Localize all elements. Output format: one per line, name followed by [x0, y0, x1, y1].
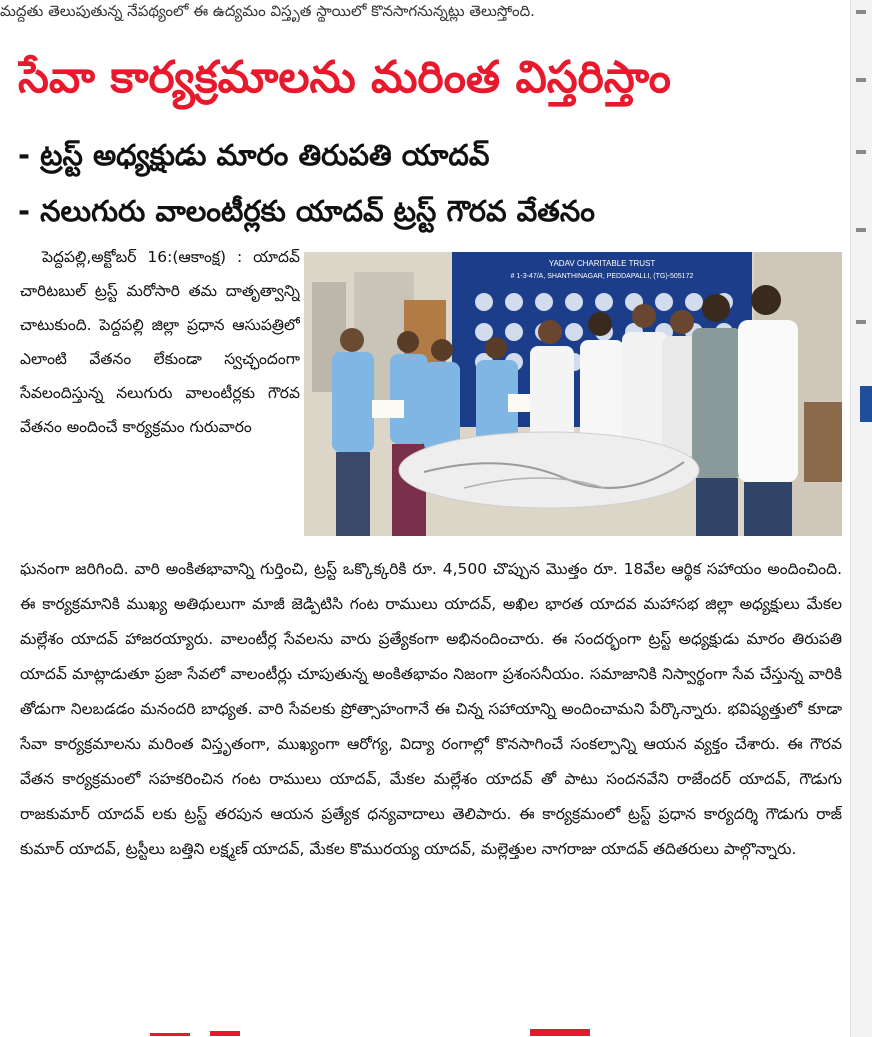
previous-article-last-line: మద్దతు తెలుపుతున్న నేపథ్యంలో ఈ ఉద్యమం విస్తృత స్థాయిలో కొనసాగనున్నట్లు తెలుస్తోంది.: [0, 2, 535, 20]
next-headline-fragment: [150, 1024, 630, 1036]
gutter-accent: [860, 386, 872, 422]
article-intro-column: [20, 240, 300, 552]
next-column-edge: [850, 0, 872, 1037]
group-photo-illustration: [304, 252, 842, 536]
gutter-fragment: [856, 10, 866, 14]
gutter-fragment: [856, 78, 866, 82]
news-photo: [304, 252, 842, 536]
subheadline-1: - ట్రస్ట్ అధ్యక్షుడు మారం తిరుపతి యాదవ్: [18, 138, 490, 172]
headline: సేవా కార్యక్రమాలను మరింత విస్తరిస్తాం: [18, 52, 671, 103]
article-intro-text: పెద్దపల్లి,అక్టోబర్ 16:(ఆకాంక్ష) : యాదవ్ చారిటబుల్ ట్రస్ట్ మరోసారి తమ దాతృత్వాన్ని చాటుకుంది. పెద్దపల్లి జిల్లా ప్రధాన ఆసుపత్రిలో ఎలాంటి వేతనం లేకుండా స్వచ్ఛందంగా సేవలందిస్తున్న నలుగురు వాలంటీర్లకు గౌరవ వేతనం అందించే కార్యక్రమం గురువారం: [20, 248, 300, 436]
subheadline-2: - నలుగురు వాలంటీర్లకు యాదవ్ ట్రస్ట్ గౌరవ వేతనం: [18, 194, 595, 228]
article-body: ఘనంగా జరిగింది. వారి అంకితభావాన్ని గుర్తించి, ట్రస్ట్ ఒక్కొక్కరికి రూ. 4,500 చొప్పున మొత్తం రూ. 18వేల ఆర్థిక సహాయం అందించింది. ఈ కార్యక్రమానికి ముఖ్య అతిథులుగా మాజీ జెడ్పిటిసి గంట రాములు యాదవ్, అఖిల భారత యాదవ మహాసభ జిల్లా అధ్యక్షులు మేకల మల్లేశం యాదవ్ హాజరయ్యారు. వాలంటీర్ల సేవలను వారు ప్రత్యేకంగా అభినందించారు. ఈ సందర్భంగా ట్రస్ట్ అధ్యక్షుడు మారం తిరుపతి యాదవ్ మాట్లాడుతూ ప్రజా సేవలో వాలంటీర్లు చూపుతున్న అంకితభావం నిజంగా ప్రశంసనీయం. సమాజానికి నిస్వార్థంగా సేవ చేస్తున్న వారికి తోడుగా నిలబడడం మనందరి బాధ్యత. వారి సేవలకు ప్రోత్సాహంగానే ఈ చిన్న సహాయాన్ని అందించామని పేర్కొన్నారు. భవిష్యత్తులో కూడా సేవా కార్యక్రమాలను మరింత విస్తృతంగా, ముఖ్యంగా ఆరోగ్య, విద్యా రంగాల్లో కొనసాగించే సంకల్పాన్ని ఆయన వ్యక్తం చేశారు. ఈ గౌరవ వేతన కార్యక్రమంలో సహకరించిన గంట రాములు యాదవ్, మేకల మల్లేశం యాదవ్ తో పాటు సందనవేని రాజేందర్ యాదవ్, గౌడుగు రాజకుమార్ యాదవ్ లకు ట్రస్ట్ తరపున ఆయన ప్రత్యేక ధన్యవాదాలు తెలిపారు. ఈ కార్యక్రమంలో ట్రస్ట్ ప్రధాన కార్యదర్శి గౌడుగు రాజ్ కుమార్ యాదవ్, ట్రస్టీలు బత్తిని లక్ష్మణ్ యాదవ్, మేకల కొమురయ్య యాదవ్, మల్లెత్తుల నాగరాజు యాదవ్ తదితరులు పాల్గొన్నారు.: [20, 560, 842, 858]
gutter-fragment: [856, 150, 866, 154]
gutter-fragment: [856, 320, 866, 324]
banner-address: # 1-3-47/A, SHANTHINAGAR, PEDDAPALLI, (TG)-505172: [510, 273, 694, 280]
banner-title: YADAV CHARITABLE TRUST: [548, 259, 656, 268]
gutter-fragment: [856, 228, 866, 232]
